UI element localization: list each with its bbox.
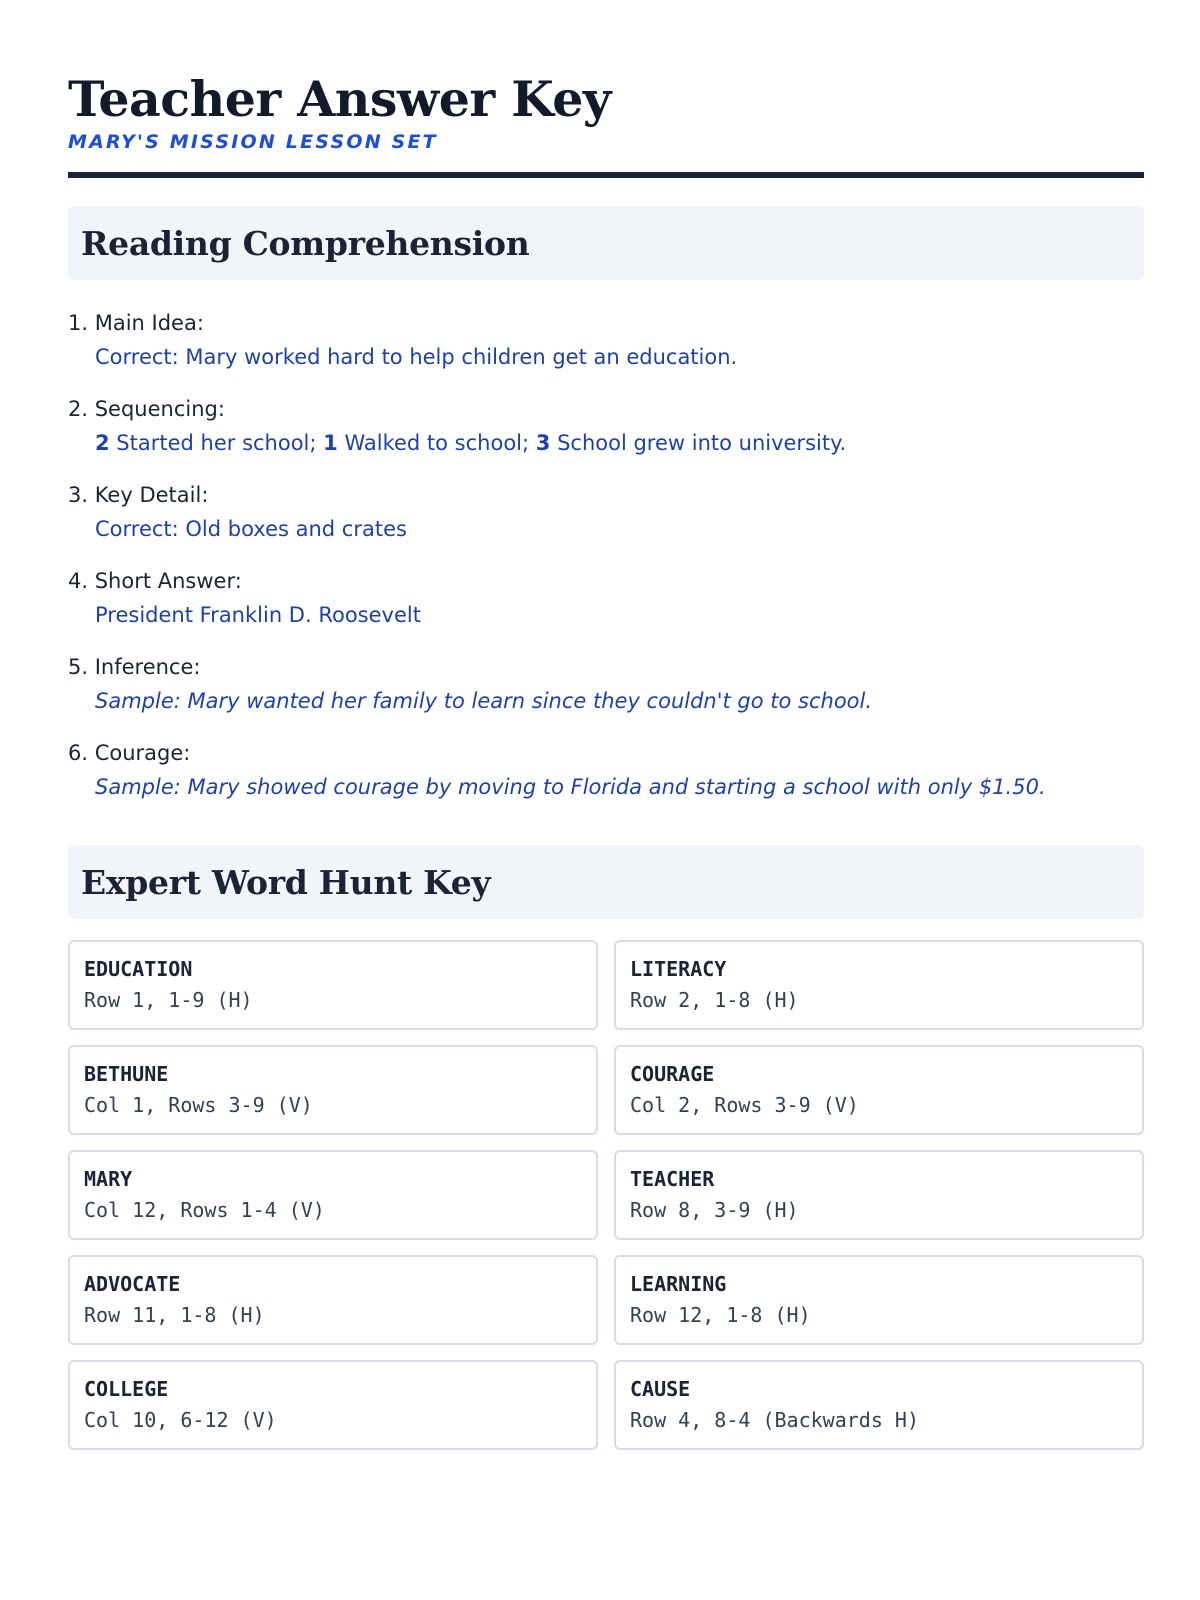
word-card bbox=[614, 1150, 1144, 1240]
question-label: 1. Main Idea: bbox=[68, 311, 204, 335]
question-label: 3. Key Detail: bbox=[68, 483, 209, 507]
word-name: COURAGE bbox=[630, 1062, 715, 1086]
question-item bbox=[68, 480, 1144, 566]
word-name: TEACHER bbox=[630, 1167, 715, 1191]
sequence-number: 1 bbox=[323, 431, 338, 455]
question-label: 5. Inference: bbox=[68, 655, 201, 679]
question-item bbox=[68, 394, 1144, 480]
word-name: ADVOCATE bbox=[84, 1272, 181, 1296]
sample-answer-text: Sample: Mary wanted her family to learn since they couldn't go to school. bbox=[95, 689, 873, 713]
sample-answer-text: Sample: Mary showed courage by moving to Florida and starting a school with only $1.50. bbox=[95, 775, 1046, 799]
word-location: Row 1, 1-9 (H) bbox=[84, 988, 253, 1012]
answer-text-sequence bbox=[68, 428, 1144, 458]
word-location: Row 8, 3-9 (H) bbox=[630, 1198, 799, 1222]
question-item bbox=[68, 652, 1144, 738]
word-hunt-grid bbox=[68, 940, 1144, 1450]
sequence-number: 3 bbox=[535, 431, 551, 455]
word-hunt-section-title: Expert Word Hunt Key bbox=[81, 862, 491, 902]
sequence-text: Walked to school; bbox=[337, 431, 536, 455]
word-name: LITERACY bbox=[630, 957, 727, 981]
word-card bbox=[68, 940, 598, 1030]
word-location: Row 4, 8-4 (Backwards H) bbox=[630, 1408, 919, 1432]
word-location: Row 12, 1-8 (H) bbox=[630, 1303, 811, 1327]
word-name: BETHUNE bbox=[84, 1062, 169, 1086]
word-card bbox=[614, 1360, 1144, 1450]
word-card bbox=[614, 1045, 1144, 1135]
question-item bbox=[68, 566, 1144, 652]
word-location: Row 11, 1-8 (H) bbox=[84, 1303, 265, 1327]
word-card bbox=[68, 1255, 598, 1345]
reading-question-list bbox=[68, 308, 1144, 824]
answer-text: Correct: Old boxes and crates bbox=[95, 517, 407, 541]
question-item bbox=[68, 308, 1144, 394]
page-subtitle: MARY'S MISSION LESSON SET bbox=[68, 131, 438, 153]
reading-section-header bbox=[68, 206, 1144, 280]
answer-text: President Franklin D. Roosevelt bbox=[95, 603, 421, 627]
word-location: Col 2, Rows 3-9 (V) bbox=[630, 1093, 859, 1117]
question-label: 4. Short Answer: bbox=[68, 569, 242, 593]
word-card bbox=[68, 1045, 598, 1135]
sequence-number: 2 bbox=[95, 431, 110, 455]
answer-key-page bbox=[68, 70, 1144, 1450]
word-location: Col 10, 6-12 (V) bbox=[84, 1408, 277, 1432]
word-card bbox=[614, 1255, 1144, 1345]
sequence-text: Started her school; bbox=[109, 431, 324, 455]
question-label: 2. Sequencing: bbox=[68, 397, 225, 421]
word-card bbox=[614, 940, 1144, 1030]
word-location: Col 1, Rows 3-9 (V) bbox=[84, 1093, 313, 1117]
title-divider bbox=[68, 172, 1144, 178]
word-name: COLLEGE bbox=[84, 1377, 169, 1401]
word-hunt-section-header bbox=[68, 845, 1144, 919]
word-location: Row 2, 1-8 (H) bbox=[630, 988, 799, 1012]
word-card bbox=[68, 1360, 598, 1450]
page-title: Teacher Answer Key bbox=[68, 70, 611, 128]
word-name: EDUCATION bbox=[84, 957, 193, 981]
answer-text: Correct: Mary worked hard to help children get an education. bbox=[95, 345, 738, 369]
word-name: CAUSE bbox=[630, 1377, 691, 1401]
question-item bbox=[68, 738, 1144, 824]
word-card bbox=[68, 1150, 598, 1240]
reading-section-title: Reading Comprehension bbox=[81, 223, 530, 263]
word-location: Col 12, Rows 1-4 (V) bbox=[84, 1198, 325, 1222]
question-label: 6. Courage: bbox=[68, 741, 191, 765]
sequence-text: School grew into university. bbox=[550, 431, 847, 455]
word-name: LEARNING bbox=[630, 1272, 727, 1296]
word-name: MARY bbox=[84, 1167, 133, 1191]
